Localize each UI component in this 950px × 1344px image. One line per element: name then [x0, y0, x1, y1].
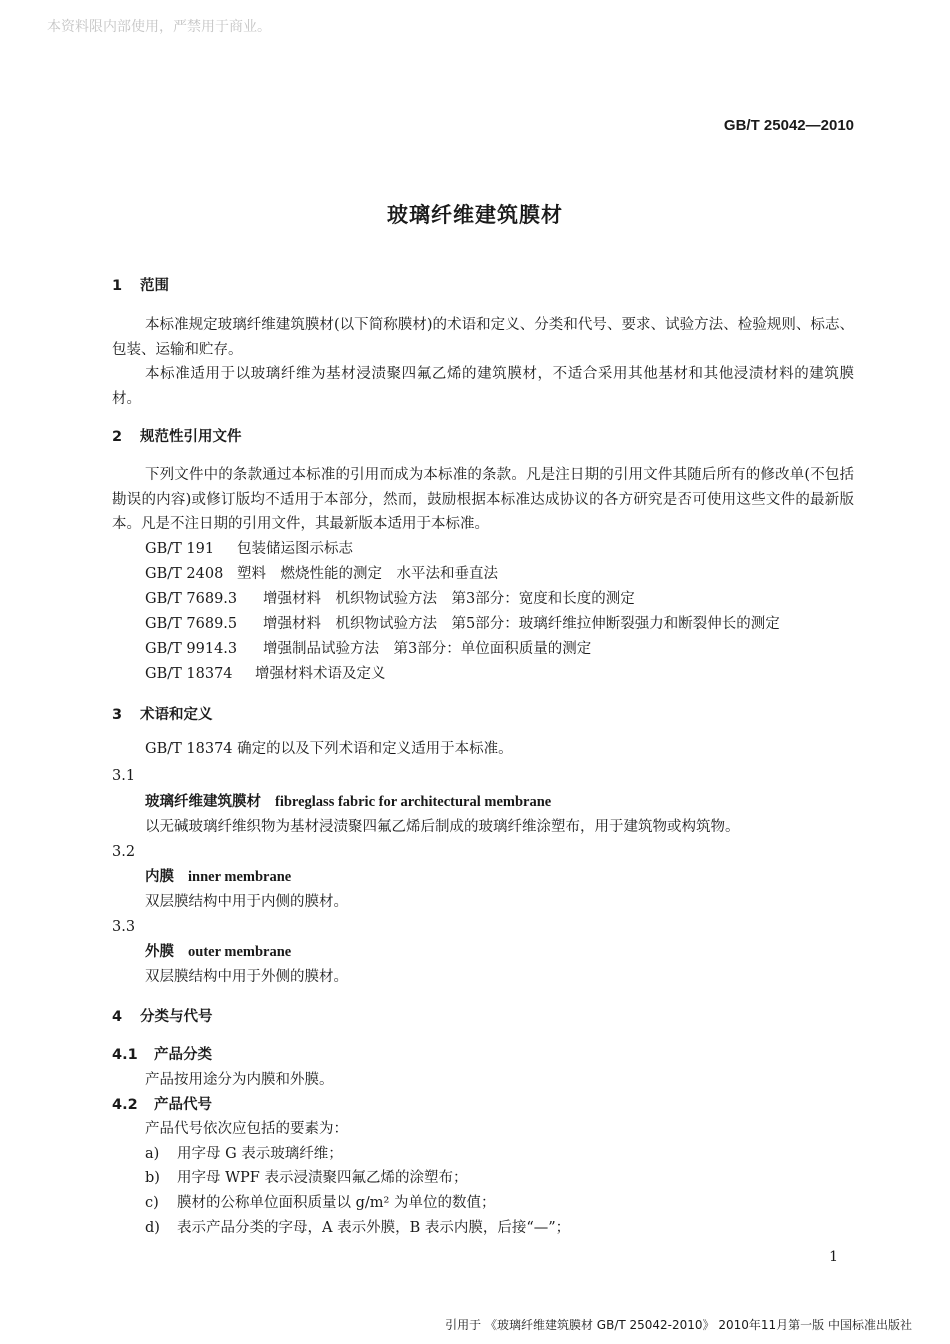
term-definition: 双层膜结构中用于内侧的膜材。	[145, 894, 348, 910]
reference-title: 增强制品试验方法 第3部分：单位面积质量的测定	[263, 641, 592, 657]
subsection-4-2-heading	[112, 1093, 212, 1114]
subsection-number: 4.1	[112, 1047, 138, 1063]
watermark: 本资料限内部使用，严禁用于商业。	[47, 19, 271, 35]
list-text: 用字母 WPF 表示浸渍聚四氟乙烯的涂塑布；	[177, 1170, 468, 1186]
citation-footer: 引用于 《玻璃纤维建筑膜材 GB/T 25042-2010》 2010年11月第一版 中国标准出版社	[445, 1318, 912, 1332]
list-label: b)	[145, 1170, 160, 1186]
reference-title: 塑料 燃烧性能的测定 水平法和垂直法	[237, 566, 498, 582]
reference-item	[145, 562, 498, 587]
list-label: c)	[145, 1195, 159, 1211]
reference-title: 增强材料术语及定义	[255, 666, 386, 682]
section-title: 术语和定义	[140, 707, 213, 723]
section-4-heading	[112, 1005, 213, 1026]
reference-code: GB/T 9914.3	[145, 641, 238, 657]
list-label: d)	[145, 1220, 160, 1236]
reference-title: 增强材料 机织物试验方法 第5部分：玻璃纤维拉伸断裂强力和断裂伸长的测定	[263, 616, 780, 632]
term-definition: 以无碱玻璃纤维织物为基材浸渍聚四氟乙烯后制成的玻璃纤维涂塑布，用于建筑物或构筑物。	[145, 819, 740, 835]
list-label: a)	[145, 1146, 160, 1162]
list-text: 用字母 G 表示玻璃纤维；	[177, 1146, 343, 1162]
term-title	[145, 940, 291, 961]
reference-title: 包装储运图示标志	[237, 541, 353, 557]
section-title: 规范性引用文件	[140, 429, 242, 445]
reference-item	[145, 662, 386, 687]
reference-code: GB/T 18374	[145, 666, 233, 682]
term-definition: 双层膜结构中用于外侧的膜材。	[145, 969, 348, 985]
section-1-paragraph-1: 本标准规定玻璃纤维建筑膜材(以下简称膜材)的术语和定义、分类和代号、要求、试验方法、检验规则、标志、包装、运输和贮存。	[112, 317, 854, 358]
subsection-number: 4.2	[112, 1097, 138, 1113]
reference-item	[145, 637, 591, 662]
page-number: 1	[829, 1249, 838, 1265]
term-en: outer membrane	[188, 944, 292, 960]
reference-item	[145, 587, 635, 612]
term-zh: 外膜	[145, 943, 174, 960]
document-title: 玻璃纤维建筑膜材	[387, 203, 563, 227]
term-en: fibreglass fabric for architectural membrane	[275, 794, 552, 810]
subsection-4-2-intro: 产品代号依次应包括的要素为：	[145, 1121, 348, 1137]
section-number: 2	[112, 429, 123, 445]
section-number: 4	[112, 1009, 123, 1025]
term-title	[145, 790, 551, 811]
reference-code: GB/T 191	[145, 541, 215, 557]
list-text: 膜材的公称单位面积质量以 g/m² 为单位的数值；	[177, 1195, 496, 1211]
subsection-title: 产品分类	[154, 1047, 212, 1063]
term-number: 3.2	[112, 844, 136, 860]
section-number: 1	[112, 278, 123, 294]
section-1-heading	[112, 274, 169, 295]
list-item	[145, 1166, 467, 1191]
reference-title: 增强材料 机织物试验方法 第3部分：宽度和长度的测定	[263, 591, 635, 607]
reference-item	[145, 612, 780, 637]
section-2-heading	[112, 425, 242, 446]
section-2-paragraph: 下列文件中的条款通过本标准的引用而成为本标准的条款。凡是注日期的引用文件其随后所有的修改单(不包括勘误的内容)或修订版均不适用于本部分，然而，鼓励根据本标准达成协议的各方研究是否可使用这些文件的最新版本。凡是不注日期的引用文件，其最新版本适用于本标准。	[112, 467, 854, 532]
term-zh: 内膜	[145, 868, 174, 885]
section-3-intro: GB/T 18374 确定的以及下列术语和定义适用于本标准。	[145, 741, 513, 757]
section-number: 3	[112, 707, 123, 723]
term-title	[145, 865, 291, 886]
term-number: 3.3	[112, 919, 136, 935]
reference-code: GB/T 2408	[145, 566, 224, 582]
reference-code: GB/T 7689.3	[145, 591, 238, 607]
section-1-paragraph-2: 本标准适用于以玻璃纤维为基材浸渍聚四氟乙烯的建筑膜材，不适合采用其他基材和其他浸渍材料的建筑膜材。	[112, 366, 854, 407]
list-item	[145, 1142, 343, 1167]
section-title: 分类与代号	[140, 1009, 213, 1025]
term-en: inner membrane	[188, 869, 292, 885]
subsection-4-1-text: 产品按用途分为内膜和外膜。	[145, 1072, 334, 1088]
section-title: 范围	[140, 278, 169, 294]
subsection-title: 产品代号	[154, 1097, 212, 1113]
list-item	[145, 1191, 495, 1216]
section-3-heading	[112, 703, 213, 724]
list-text: 表示产品分类的字母，A 表示外膜，B 表示内膜，后接“—”；	[177, 1220, 571, 1236]
subsection-4-1-heading	[112, 1043, 212, 1064]
term-number: 3.1	[112, 768, 136, 784]
reference-item	[145, 537, 353, 562]
standard-code: GB/T 25042—2010	[723, 117, 854, 134]
list-item	[145, 1216, 570, 1241]
reference-code: GB/T 7689.5	[145, 616, 238, 632]
term-zh: 玻璃纤维建筑膜材	[145, 793, 261, 810]
